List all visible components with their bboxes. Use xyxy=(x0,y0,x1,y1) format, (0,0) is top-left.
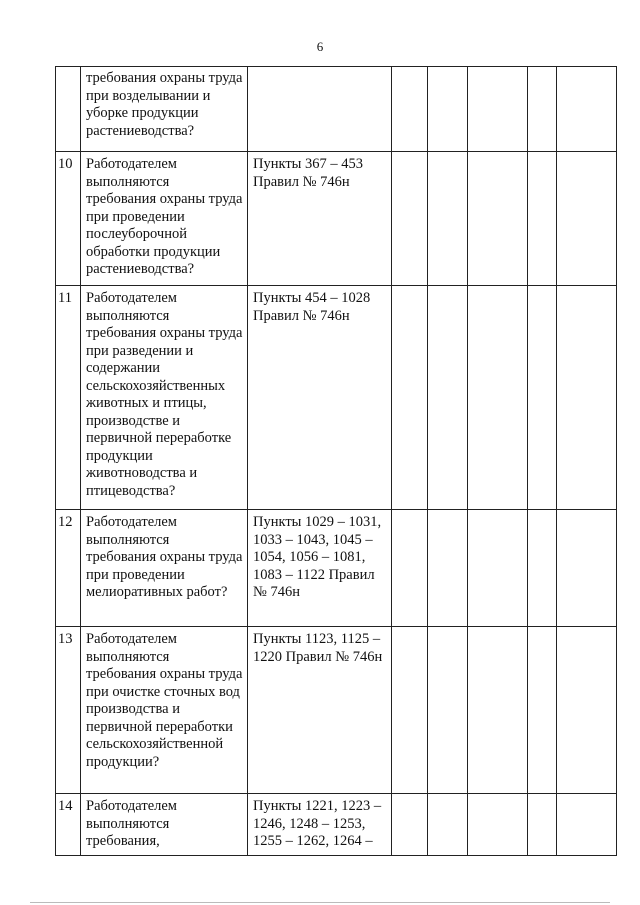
answer-cell[interactable] xyxy=(468,510,528,627)
page-number: 6 xyxy=(316,39,324,54)
answer-cell[interactable] xyxy=(428,152,468,286)
table-row xyxy=(56,67,617,152)
table-row xyxy=(56,286,617,510)
answer-cell[interactable] xyxy=(392,152,428,286)
row-question: Работодателем выполняются требования охраны труда при проведении мелиоративных работ? xyxy=(81,510,248,627)
answer-cell[interactable] xyxy=(428,627,468,794)
table-row xyxy=(56,152,617,286)
answer-cell[interactable] xyxy=(428,794,468,856)
row-reference: Пункты 1123, 1125 – 1220 Правил № 746н xyxy=(248,627,392,794)
table-row xyxy=(56,627,617,794)
answer-cell[interactable] xyxy=(468,152,528,286)
row-question: Работодателем выполняются требования охраны труда при очистке сточных вод производства и первичной переработки сельскохозяйственной продукции? xyxy=(81,627,248,794)
row-reference: Пункты 1221, 1223 – 1246, 1248 – 1253, 1255 – 1262, 1264 – xyxy=(248,794,392,856)
row-number: 11 xyxy=(56,286,81,510)
row-number xyxy=(56,67,81,152)
answer-cell[interactable] xyxy=(392,627,428,794)
answer-cell[interactable] xyxy=(468,627,528,794)
answer-cell[interactable] xyxy=(392,794,428,856)
answer-cell[interactable] xyxy=(428,67,468,152)
row-reference: Пункты 367 – 453 Правил № 746н xyxy=(248,152,392,286)
table-row xyxy=(56,794,617,856)
checklist-table xyxy=(55,66,617,856)
answer-cell[interactable] xyxy=(528,627,557,794)
answer-cell[interactable] xyxy=(528,794,557,856)
answer-cell[interactable] xyxy=(528,67,557,152)
answer-cell[interactable] xyxy=(528,152,557,286)
row-number: 13 xyxy=(56,627,81,794)
row-question: требования охраны труда при возделывании и уборке продукции растениеводства? xyxy=(81,67,248,152)
row-reference: Пункты 1029 – 1031, 1033 – 1043, 1045 – 1054, 1056 – 1081, 1083 – 1122 Правил № 746н xyxy=(248,510,392,627)
row-number: 12 xyxy=(56,510,81,627)
answer-cell[interactable] xyxy=(392,510,428,627)
answer-cell[interactable] xyxy=(528,286,557,510)
row-reference xyxy=(248,67,392,152)
row-number: 10 xyxy=(56,152,81,286)
row-question: Работодателем выполняются требования охраны труда при проведении послеуборочной обработки продукции растениеводства? xyxy=(81,152,248,286)
answer-cell[interactable] xyxy=(557,627,617,794)
answer-cell[interactable] xyxy=(557,67,617,152)
answer-cell[interactable] xyxy=(528,510,557,627)
answer-cell[interactable] xyxy=(468,794,528,856)
row-question: Работодателем выполняются требования, xyxy=(81,794,248,856)
answer-cell[interactable] xyxy=(392,67,428,152)
answer-cell[interactable] xyxy=(557,510,617,627)
answer-cell[interactable] xyxy=(468,67,528,152)
row-reference: Пункты 454 – 1028 Правил № 746н xyxy=(248,286,392,510)
answer-cell[interactable] xyxy=(428,510,468,627)
row-number: 14 xyxy=(56,794,81,856)
answer-cell[interactable] xyxy=(468,286,528,510)
answer-cell[interactable] xyxy=(557,286,617,510)
answer-cell[interactable] xyxy=(428,286,468,510)
page-bottom-edge xyxy=(30,902,610,903)
answer-cell[interactable] xyxy=(557,794,617,856)
answer-cell[interactable] xyxy=(392,286,428,510)
row-question: Работодателем выполняются требования охраны труда при разведении и содержании сельскохозяйственных животных и птицы, производстве и первичной переработке продукции животноводства и птицеводства? xyxy=(81,286,248,510)
table-row xyxy=(56,510,617,627)
answer-cell[interactable] xyxy=(557,152,617,286)
